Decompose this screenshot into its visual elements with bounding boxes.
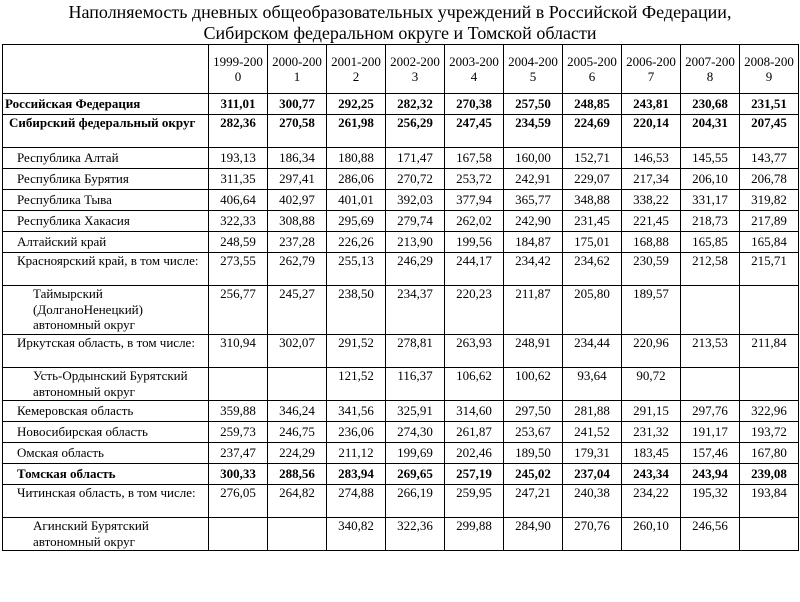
table-row: [3, 211, 799, 232]
table-row: [3, 253, 799, 286]
table-cell: 184,87: [504, 232, 563, 253]
table-row: [3, 190, 799, 211]
table-cell: 191,17: [681, 422, 740, 443]
table-cell: 348,88: [563, 190, 622, 211]
table-cell: 406,64: [209, 190, 268, 211]
row-label: Республика Алтай: [3, 148, 209, 169]
column-header: 2005-2006: [563, 45, 622, 94]
table-cell: 199,69: [386, 443, 445, 464]
table-cell: 100,62: [504, 368, 563, 401]
table-cell: 167,80: [740, 443, 799, 464]
table-cell: 269,65: [386, 464, 445, 485]
table-cell: 247,45: [445, 115, 504, 148]
table-cell: 314,60: [445, 401, 504, 422]
table-cell: 202,46: [445, 443, 504, 464]
table-cell: 248,91: [504, 335, 563, 368]
title-line-2: Сибирском федеральном округе и Томской области: [203, 23, 597, 43]
table-cell: 205,80: [563, 286, 622, 335]
table-cell: 93,64: [563, 368, 622, 401]
table-cell: 255,13: [327, 253, 386, 286]
table-cell: 106,62: [445, 368, 504, 401]
table-cell: 195,32: [681, 485, 740, 518]
table-cell: 221,45: [622, 211, 681, 232]
column-header: 2003-2004: [445, 45, 504, 94]
table-cell: 224,69: [563, 115, 622, 148]
table-cell: 220,23: [445, 286, 504, 335]
table-cell: 322,36: [386, 518, 445, 551]
table-cell: 165,84: [740, 232, 799, 253]
table-cell: 300,77: [268, 94, 327, 115]
table-cell: 253,72: [445, 169, 504, 190]
column-header: 2008-2009: [740, 45, 799, 94]
table-cell: 359,88: [209, 401, 268, 422]
table-cell: 292,25: [327, 94, 386, 115]
table-cell: 244,17: [445, 253, 504, 286]
table-cell: 286,06: [327, 169, 386, 190]
table-cell: 218,73: [681, 211, 740, 232]
table-cell: 261,87: [445, 422, 504, 443]
table-cell: 319,82: [740, 190, 799, 211]
table-cell: 231,51: [740, 94, 799, 115]
table-cell: 237,04: [563, 464, 622, 485]
table-cell: 246,29: [386, 253, 445, 286]
table-cell: 246,56: [681, 518, 740, 551]
table-cell: 179,31: [563, 443, 622, 464]
table-cell: 346,24: [268, 401, 327, 422]
table-cell: 288,56: [268, 464, 327, 485]
table-cell: 284,90: [504, 518, 563, 551]
table-cell: 297,41: [268, 169, 327, 190]
table-cell: 167,58: [445, 148, 504, 169]
table-cell: 193,84: [740, 485, 799, 518]
table-cell: 146,53: [622, 148, 681, 169]
table-cell: 168,88: [622, 232, 681, 253]
table-cell: 183,45: [622, 443, 681, 464]
table-cell: 239,08: [740, 464, 799, 485]
table-cell: 217,89: [740, 211, 799, 232]
table-cell: 206,10: [681, 169, 740, 190]
table-cell: 224,29: [268, 443, 327, 464]
table-cell: 263,93: [445, 335, 504, 368]
table-cell: 322,33: [209, 211, 268, 232]
table-row: [3, 232, 799, 253]
table-cell: 266,19: [386, 485, 445, 518]
table-cell: 377,94: [445, 190, 504, 211]
table-cell: 237,28: [268, 232, 327, 253]
row-label: Кемеровская область: [3, 401, 209, 422]
table-cell: 331,17: [681, 190, 740, 211]
header-corner: [3, 45, 209, 94]
table-row: [3, 286, 799, 335]
table-cell: 274,88: [327, 485, 386, 518]
row-label: Республика Хакасия: [3, 211, 209, 232]
table-cell: 341,56: [327, 401, 386, 422]
row-label: Читинская область, в том числе:: [3, 485, 209, 518]
table-cell: 234,37: [386, 286, 445, 335]
row-label: Таймырский (ДолганоНенецкий) автономный округ: [3, 286, 209, 335]
table-cell: 157,46: [681, 443, 740, 464]
table-row: [3, 518, 799, 551]
table-row: [3, 169, 799, 190]
table-cell: 257,50: [504, 94, 563, 115]
table-cell: 300,33: [209, 464, 268, 485]
table-cell: 211,12: [327, 443, 386, 464]
table-cell: 220,14: [622, 115, 681, 148]
table-cell: 236,06: [327, 422, 386, 443]
table-cell: 256,29: [386, 115, 445, 148]
column-header: 2002-2003: [386, 45, 445, 94]
table-cell: 160,00: [504, 148, 563, 169]
table-cell: 229,07: [563, 169, 622, 190]
row-label: Республика Бурятия: [3, 169, 209, 190]
table-cell: 322,96: [740, 401, 799, 422]
table-cell: 226,26: [327, 232, 386, 253]
table-cell: 243,81: [622, 94, 681, 115]
table-cell: 212,58: [681, 253, 740, 286]
table-body: [3, 94, 799, 551]
table-cell: 283,94: [327, 464, 386, 485]
column-header: 2001-2002: [327, 45, 386, 94]
table-cell: 270,72: [386, 169, 445, 190]
table-cell: 311,35: [209, 169, 268, 190]
table-row: [3, 485, 799, 518]
table-cell: 211,87: [504, 286, 563, 335]
table-cell: 295,69: [327, 211, 386, 232]
table-cell: 180,88: [327, 148, 386, 169]
table-cell: 262,02: [445, 211, 504, 232]
table-cell: 193,72: [740, 422, 799, 443]
table-cell: 270,58: [268, 115, 327, 148]
table-row: [3, 94, 799, 115]
table-cell: 234,22: [622, 485, 681, 518]
table-cell: 257,19: [445, 464, 504, 485]
table-cell: 234,62: [563, 253, 622, 286]
table-cell: 171,47: [386, 148, 445, 169]
table-cell: 273,55: [209, 253, 268, 286]
table-cell: 402,97: [268, 190, 327, 211]
table-cell: 260,10: [622, 518, 681, 551]
table-cell: 238,50: [327, 286, 386, 335]
table-cell: 270,76: [563, 518, 622, 551]
row-label: Усть-Ордынский Бурятский автономный округ: [3, 368, 209, 401]
table-cell: 231,45: [563, 211, 622, 232]
table-cell: 220,96: [622, 335, 681, 368]
data-table: [2, 44, 799, 551]
table-cell: 274,30: [386, 422, 445, 443]
row-label: Омская область: [3, 443, 209, 464]
table-row: [3, 148, 799, 169]
row-label: Иркутская область, в том числе:: [3, 335, 209, 368]
table-row: [3, 443, 799, 464]
table-cell: 213,90: [386, 232, 445, 253]
table-cell: 256,77: [209, 286, 268, 335]
row-label: Республика Тыва: [3, 190, 209, 211]
table-cell: [740, 368, 799, 401]
table-cell: 259,95: [445, 485, 504, 518]
table-cell: 186,34: [268, 148, 327, 169]
table-cell: 242,91: [504, 169, 563, 190]
table-cell: 281,88: [563, 401, 622, 422]
table-cell: 243,94: [681, 464, 740, 485]
table-cell: 310,94: [209, 335, 268, 368]
table-cell: [268, 368, 327, 401]
table-cell: 248,59: [209, 232, 268, 253]
table-header-row: [3, 45, 799, 94]
table-row: [3, 368, 799, 401]
table-cell: 217,34: [622, 169, 681, 190]
column-header: 2006-2007: [622, 45, 681, 94]
table-cell: 340,82: [327, 518, 386, 551]
table-cell: 143,77: [740, 148, 799, 169]
table-cell: 121,52: [327, 368, 386, 401]
table-cell: 262,79: [268, 253, 327, 286]
table-cell: 204,31: [681, 115, 740, 148]
row-label: Алтайский край: [3, 232, 209, 253]
table-cell: 392,03: [386, 190, 445, 211]
table-cell: 246,75: [268, 422, 327, 443]
table-cell: 264,82: [268, 485, 327, 518]
table-cell: 282,36: [209, 115, 268, 148]
table-row: [3, 115, 799, 148]
row-label: Сибирский федеральный округ: [3, 115, 209, 148]
table-cell: [740, 286, 799, 335]
column-header: 2007-2008: [681, 45, 740, 94]
table-cell: 90,72: [622, 368, 681, 401]
table-cell: 247,21: [504, 485, 563, 518]
table-cell: 213,53: [681, 335, 740, 368]
table-cell: 302,07: [268, 335, 327, 368]
table-cell: [209, 368, 268, 401]
table-cell: 243,34: [622, 464, 681, 485]
table-cell: 270,38: [445, 94, 504, 115]
table-cell: 145,55: [681, 148, 740, 169]
table-cell: 248,85: [563, 94, 622, 115]
table-cell: [740, 518, 799, 551]
table-cell: 401,01: [327, 190, 386, 211]
table-cell: 297,50: [504, 401, 563, 422]
table-cell: 241,52: [563, 422, 622, 443]
table-cell: 291,52: [327, 335, 386, 368]
table-cell: [268, 518, 327, 551]
table-cell: 175,01: [563, 232, 622, 253]
table-cell: 230,68: [681, 94, 740, 115]
table-cell: 365,77: [504, 190, 563, 211]
table-cell: 207,45: [740, 115, 799, 148]
table-row: [3, 335, 799, 368]
table-cell: 116,37: [386, 368, 445, 401]
table-cell: [209, 518, 268, 551]
table-cell: 291,15: [622, 401, 681, 422]
table-cell: 253,67: [504, 422, 563, 443]
table-row: [3, 464, 799, 485]
table-cell: 152,71: [563, 148, 622, 169]
table-cell: 230,59: [622, 253, 681, 286]
table-cell: 259,73: [209, 422, 268, 443]
table-cell: 193,13: [209, 148, 268, 169]
table-cell: 308,88: [268, 211, 327, 232]
table-cell: 211,84: [740, 335, 799, 368]
table-cell: 237,47: [209, 443, 268, 464]
page-title: [0, 2, 800, 44]
row-label: Красноярский край, в том числе:: [3, 253, 209, 286]
table-cell: 234,44: [563, 335, 622, 368]
table-cell: 311,01: [209, 94, 268, 115]
table-cell: 206,78: [740, 169, 799, 190]
column-header: 2000-2001: [268, 45, 327, 94]
table-cell: 245,02: [504, 464, 563, 485]
column-header: 1999-2000: [209, 45, 268, 94]
table-row: [3, 422, 799, 443]
table-cell: 234,42: [504, 253, 563, 286]
table-cell: 189,50: [504, 443, 563, 464]
column-header: 2004-2005: [504, 45, 563, 94]
table-cell: 282,32: [386, 94, 445, 115]
table-cell: 215,71: [740, 253, 799, 286]
table-cell: 297,76: [681, 401, 740, 422]
row-label: Агинский Бурятский автономный округ: [3, 518, 209, 551]
row-label: Новосибирская область: [3, 422, 209, 443]
title-line-1: Наполняемость дневных общеобразовательных учреждений в Российской Федерации,: [68, 2, 732, 22]
table-cell: 234,59: [504, 115, 563, 148]
table-cell: 199,56: [445, 232, 504, 253]
table-cell: 242,90: [504, 211, 563, 232]
table-cell: 261,98: [327, 115, 386, 148]
row-label: Томская область: [3, 464, 209, 485]
table-cell: 338,22: [622, 190, 681, 211]
table-cell: 299,88: [445, 518, 504, 551]
table-cell: 245,27: [268, 286, 327, 335]
table-cell: 278,81: [386, 335, 445, 368]
table-cell: 276,05: [209, 485, 268, 518]
table-cell: 189,57: [622, 286, 681, 335]
table-cell: 240,38: [563, 485, 622, 518]
table-cell: 325,91: [386, 401, 445, 422]
table-cell: 165,85: [681, 232, 740, 253]
table-cell: 279,74: [386, 211, 445, 232]
table-cell: [681, 286, 740, 335]
table-row: [3, 401, 799, 422]
row-label: Российская Федерация: [3, 94, 209, 115]
table-cell: [681, 368, 740, 401]
table-cell: 231,32: [622, 422, 681, 443]
